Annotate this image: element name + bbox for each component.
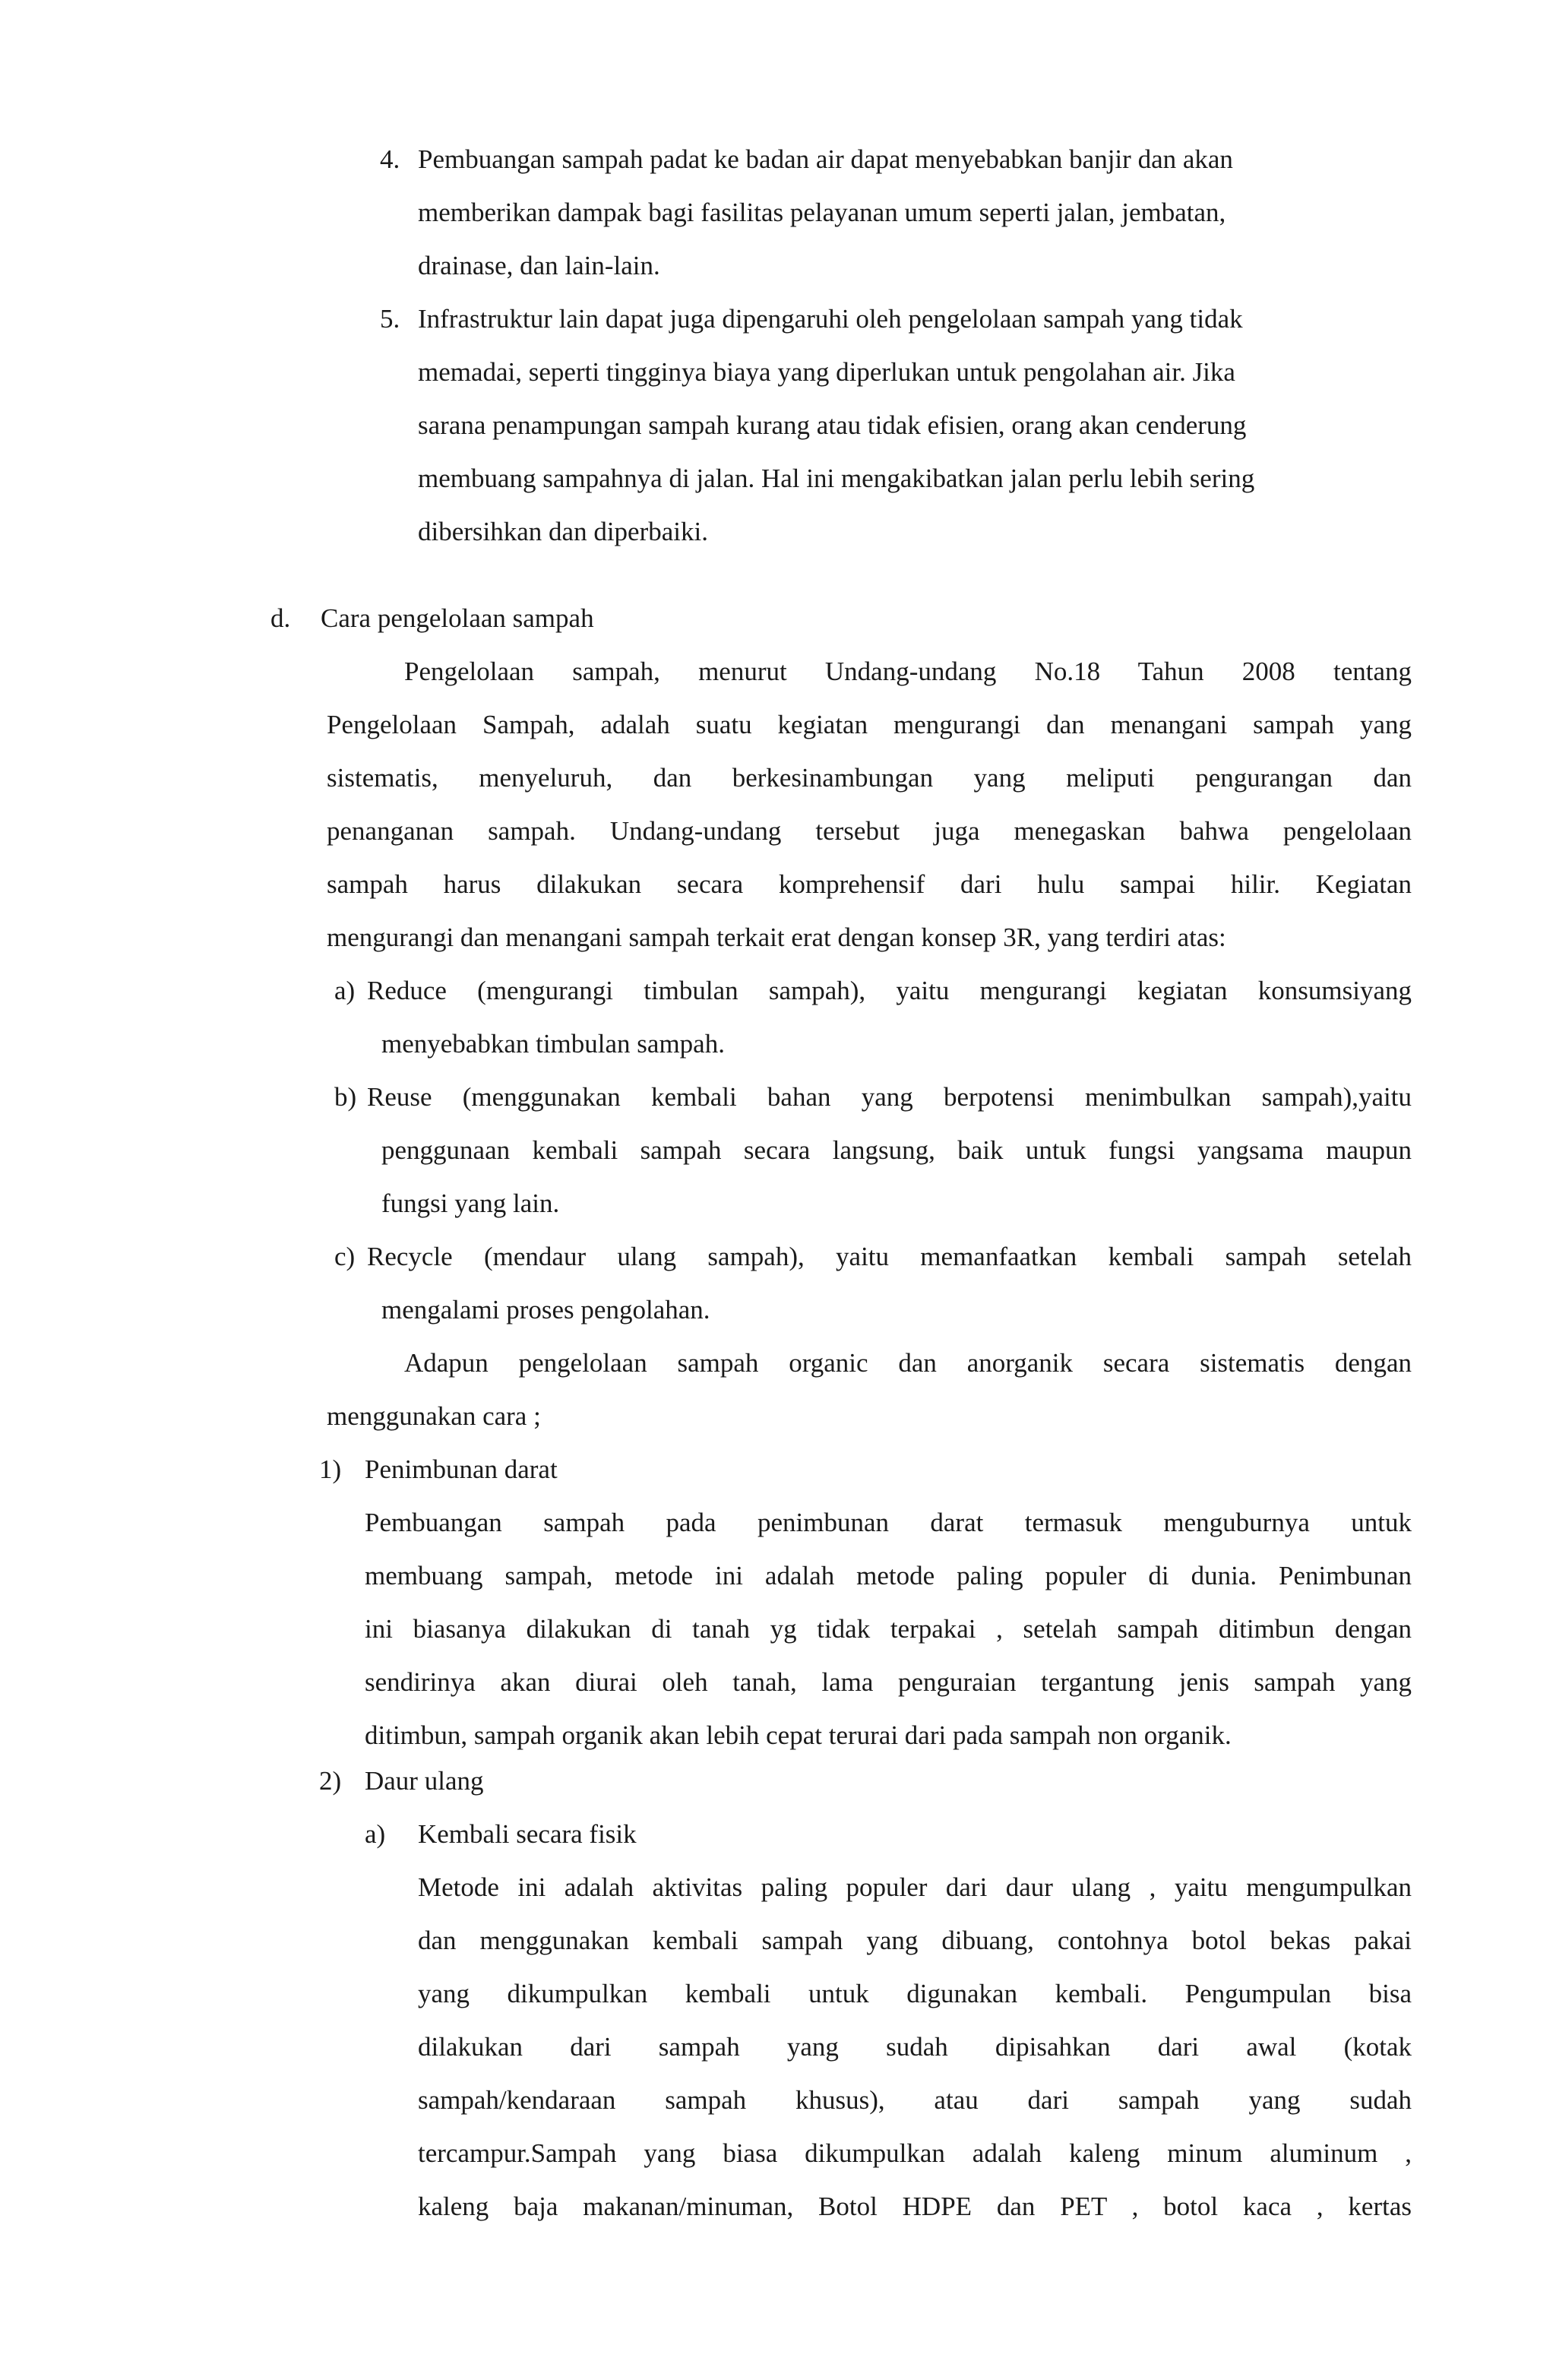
para1-line-5: sampah harus dilakukan secara komprehensif dari hulu sampai hilir. Kegiatan: [327, 869, 1412, 899]
method-1-line-1: Pembuangan sampah pada penimbunan darat termasuk menguburnya untuk: [365, 1508, 1412, 1537]
section-letter-d: d.: [270, 603, 291, 633]
method-2a-line-2: dan menggunakan kembali sampah yang dibuang, contohnya botol bekas pakai: [418, 1926, 1412, 1955]
list-number-5: 5.: [380, 304, 400, 334]
method-1-marker: 1): [319, 1454, 342, 1484]
para2-line-1: Adapun pengelolaan sampah organic dan anorganik secara sistematis dengan: [404, 1348, 1412, 1378]
method-2-title: Daur ulang: [365, 1766, 484, 1796]
method-2a-line-6: tercampur.Sampah yang biasa dikumpulkan adalah kaleng minum aluminum ,: [418, 2138, 1412, 2168]
method-2a-line-7: kaleng baja makanan/minuman, Botol HDPE dan PET , botol kaca , kertas: [418, 2192, 1412, 2221]
list-number-4: 4.: [380, 144, 400, 174]
r-item-marker-a: a): [334, 976, 356, 1005]
item5-line-4: membuang sampahnya di jalan. Hal ini mengakibatkan jalan perlu lebih sering: [418, 464, 1255, 493]
method-1-line-4: sendirinya akan diurai oleh tanah, lama penguraian tergantung jenis sampah yang: [365, 1667, 1412, 1697]
item5-line-1: Infrastruktur lain dapat juga dipengaruhi oleh pengelolaan sampah yang tidak: [418, 304, 1243, 334]
para1-line-2: Pengelolaan Sampah, adalah suatu kegiatan mengurangi dan menangani sampah yang: [327, 710, 1412, 739]
para1-line-3: sistematis, menyeluruh, dan berkesinambungan yang meliputi pengurangan dan: [327, 763, 1412, 793]
method-1-line-2: membuang sampah, metode ini adalah metode paling populer di dunia. Penimbunan: [365, 1561, 1412, 1590]
method-2a-title: Kembali secara fisik: [418, 1819, 637, 1849]
r-item-c-line-2: mengalami proses pengolahan.: [381, 1295, 710, 1325]
r-item-b-line-1: Reuse (menggunakan kembali bahan yang berpotensi menimbulkan sampah),yaitu: [367, 1082, 1412, 1112]
item5-line-2: memadai, seperti tingginya biaya yang diperlukan untuk pengolahan air. Jika: [418, 357, 1235, 387]
r-item-b-line-3: fungsi yang lain.: [381, 1188, 560, 1218]
method-2a-marker: a): [365, 1819, 386, 1849]
method-1-line-3: ini biasanya dilakukan di tanah yg tidak terpakai , setelah sampah ditimbun dengan: [365, 1614, 1412, 1644]
para1-line-6: mengurangi dan menangani sampah terkait erat dengan konsep 3R, yang terdiri atas:: [327, 923, 1226, 952]
para1-line-4: penanganan sampah. Undang-undang tersebut juga menegaskan bahwa pengelolaan: [327, 816, 1412, 846]
method-2a-line-4: dilakukan dari sampah yang sudah dipisahkan dari awal (kotak: [418, 2032, 1412, 2062]
item5-line-3: sarana penampungan sampah kurang atau tidak efisien, orang akan cenderung: [418, 410, 1247, 440]
method-2a-line-5: sampah/kendaraan sampah khusus), atau dari sampah yang sudah: [418, 2085, 1412, 2115]
r-item-a-line-2: menyebabkan timbulan sampah.: [381, 1029, 725, 1059]
method-2a-line-3: yang dikumpulkan kembali untuk digunakan kembali. Pengumpulan bisa: [418, 1979, 1412, 2008]
r-item-c-line-1: Recycle (mendaur ulang sampah), yaitu memanfaatkan kembali sampah setelah: [367, 1242, 1412, 1271]
section-title: Cara pengelolaan sampah: [321, 603, 594, 633]
item4-line-3: drainase, dan lain-lain.: [418, 251, 660, 280]
item5-line-5: dibersihkan dan diperbaiki.: [418, 517, 708, 546]
para1-line-1: Pengelolaan sampah, menurut Undang-undang No.18 Tahun 2008 tentang: [404, 657, 1412, 686]
r-item-b-line-2: penggunaan kembali sampah secara langsung, baik untuk fungsi yangsama maupun: [381, 1135, 1412, 1165]
r-item-marker-b: b): [334, 1082, 357, 1112]
method-1-line-5: ditimbun, sampah organik akan lebih cepat terurai dari pada sampah non organik.: [365, 1720, 1232, 1750]
method-2-marker: 2): [319, 1766, 342, 1796]
r-item-a-line-1: Reduce (mengurangi timbulan sampah), yaitu mengurangi kegiatan konsumsiyang: [367, 976, 1412, 1005]
method-1-title: Penimbunan darat: [365, 1454, 558, 1484]
r-item-marker-c: c): [334, 1242, 356, 1271]
item4-line-1: Pembuangan sampah padat ke badan air dapat menyebabkan banjir dan akan: [418, 144, 1233, 174]
item4-line-2: memberikan dampak bagi fasilitas pelayanan umum seperti jalan, jembatan,: [418, 198, 1226, 227]
method-2a-line-1: Metode ini adalah aktivitas paling populer dari daur ulang , yaitu mengumpulkan: [418, 1872, 1412, 1902]
para2-line-2: menggunakan cara ;: [327, 1401, 541, 1431]
